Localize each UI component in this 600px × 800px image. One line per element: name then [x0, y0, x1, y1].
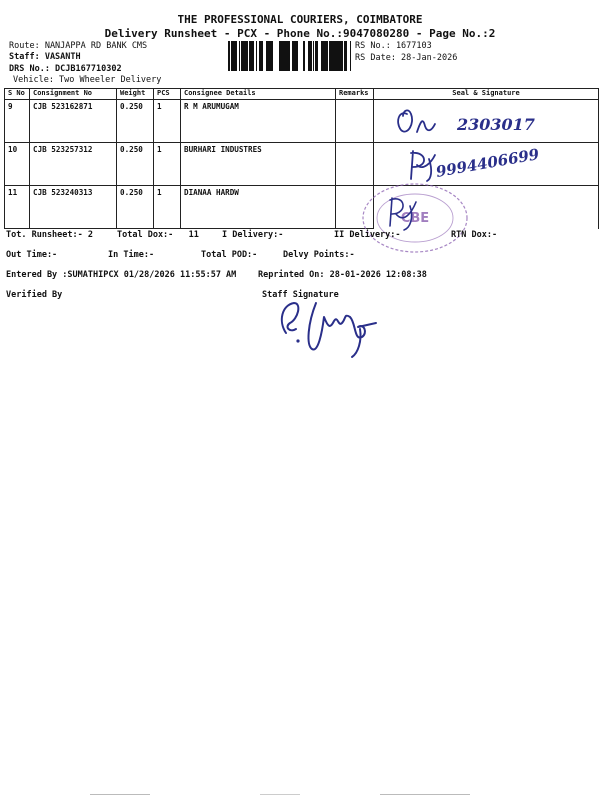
barcode-bar	[245, 41, 248, 71]
barcode-bar	[337, 41, 340, 71]
barcode-bar	[241, 41, 243, 71]
route-label: Route: NANJAPPA RD BANK CMS	[9, 41, 148, 51]
barcode-bar	[324, 41, 325, 71]
handwritten-signature-2	[377, 145, 592, 183]
barcode-bar	[294, 41, 297, 71]
table-row	[5, 100, 599, 143]
in-time: In Time:-	[108, 250, 155, 260]
barcode-bar	[344, 41, 347, 71]
cell-consignment: CJB 523257312	[30, 143, 117, 186]
barcode-bar	[279, 41, 281, 71]
barcode-bar	[236, 41, 237, 71]
signature-number-2: 9994406699	[434, 145, 541, 181]
table-header-row	[5, 89, 599, 100]
ii-delivery: II Delivery:-	[334, 230, 401, 240]
rtn-dox: RTN Dox:-	[451, 230, 498, 240]
staff-label: Staff: VASANTH	[9, 52, 81, 62]
barcode-bar	[303, 41, 304, 71]
barcode	[227, 41, 351, 71]
rs-date: RS Date: 28-Jan-2026	[355, 53, 458, 63]
staff-signature	[272, 293, 392, 365]
barcode-bar	[297, 41, 298, 71]
col-remarks: Remarks	[336, 89, 374, 100]
barcode-bar	[325, 41, 327, 71]
company-title: THE PROFESSIONAL COURIERS, COIMBATORE	[177, 13, 423, 26]
barcode-bar	[239, 41, 240, 71]
reprinted-on: Reprinted On: 28-01-2026 12:08:38	[258, 270, 427, 280]
col-consignment: Consignment No	[30, 89, 117, 100]
barcode-bar	[313, 41, 314, 71]
col-seal-signature: Seal & Signature	[374, 89, 599, 100]
cell-weight: 0.250	[117, 100, 154, 143]
barcode-bar	[268, 41, 270, 71]
barcode-bar	[233, 41, 236, 71]
cell-weight: 0.250	[117, 186, 154, 229]
barcode-bar	[259, 41, 261, 71]
cell-pcs: 1	[154, 143, 181, 186]
cell-consignee: BURHARI INDUSTRES	[181, 143, 336, 186]
barcode-bar	[292, 41, 294, 71]
company-stamp	[360, 180, 475, 260]
out-time: Out Time:-	[6, 250, 58, 260]
barcode-bar	[256, 41, 257, 71]
cell-sno: 10	[5, 143, 30, 186]
barcode-bar	[333, 41, 334, 71]
barcode-bar	[286, 41, 288, 71]
runsheet-title: Delivery Runsheet - PCX - Phone No.:9047080280 - Page No.:2	[104, 27, 496, 40]
cell-consignee: R M ARUMUGAM	[181, 100, 336, 143]
cell-consignment: CJB 523240313	[30, 186, 117, 229]
col-pcs: PCS	[154, 89, 181, 100]
delvy-points: Delvy Points:-	[283, 250, 355, 260]
cell-sno: 11	[5, 186, 30, 229]
staff-signature-label: Staff Signature	[262, 290, 339, 300]
cell-consignment: CJB 523162871	[30, 100, 117, 143]
cell-weight: 0.250	[117, 143, 154, 186]
barcode-bar	[282, 41, 283, 71]
barcode-bar	[309, 41, 310, 71]
col-weight: Weight	[117, 89, 154, 100]
barcode-bar	[304, 41, 305, 71]
barcode-bar	[350, 41, 351, 71]
total-pod: Total POD:-	[201, 250, 258, 260]
barcode-bar	[334, 41, 337, 71]
runsheet-table	[4, 88, 599, 229]
barcode-bar	[266, 41, 267, 71]
cell-seal-signature	[374, 100, 599, 143]
barcode-bar	[231, 41, 233, 71]
barcode-bar	[283, 41, 286, 71]
barcode-bar	[288, 41, 290, 71]
cell-pcs: 1	[154, 100, 181, 143]
barcode-bar	[311, 41, 312, 71]
barcode-bar	[229, 41, 230, 71]
i-delivery: I Delivery:-	[222, 230, 284, 240]
barcode-bar	[250, 41, 252, 71]
barcode-bar	[271, 41, 273, 71]
barcode-bar	[228, 41, 229, 71]
col-consignee: Consignee Details	[181, 89, 336, 100]
verified-by: Verified By	[6, 290, 63, 300]
handwritten-signature-1	[377, 102, 592, 140]
barcode-bar	[330, 41, 333, 71]
vehicle-label: Vehicle: Two Wheeler Delivery	[13, 75, 162, 85]
barcode-bar	[327, 41, 328, 71]
barcode-bar	[270, 41, 271, 71]
total-dox: Total Dox:- 11	[117, 230, 199, 240]
cell-sno: 9	[5, 100, 30, 143]
barcode-bar	[329, 41, 330, 71]
col-sno: S No	[5, 89, 30, 100]
entered-by: Entered By :SUMATHIPCX 01/28/2026 11:55:57 AM	[6, 270, 237, 280]
drs-number: DRS No.: DCJB167710302	[9, 64, 122, 74]
barcode-bar	[316, 41, 317, 71]
barcode-bar	[321, 41, 324, 71]
barcode-bar	[252, 41, 254, 71]
barcode-bar	[249, 41, 250, 71]
cell-pcs: 1	[154, 186, 181, 229]
table-row	[5, 186, 599, 229]
barcode-bar	[243, 41, 245, 71]
barcode-bar	[340, 41, 343, 71]
barcode-bar	[310, 41, 311, 71]
barcode-bar	[261, 41, 262, 71]
stamp-text: CBE	[400, 211, 430, 226]
cell-remarks	[336, 100, 374, 143]
barcode-bar	[308, 41, 309, 71]
signature-number-1: 2303017	[457, 115, 535, 134]
barcode-bar	[315, 41, 316, 71]
tot-runsheet: Tot. Runsheet:- 2	[6, 230, 93, 240]
rs-number: RS No.: 1677103	[355, 41, 432, 51]
barcode-bar	[317, 41, 318, 71]
barcode-bar	[281, 41, 282, 71]
cell-consignee: DIANAA HARDW	[181, 186, 336, 229]
table-row	[5, 143, 599, 186]
scan-edge	[0, 793, 600, 797]
barcode-bar	[262, 41, 263, 71]
barcode-bar	[267, 41, 268, 71]
